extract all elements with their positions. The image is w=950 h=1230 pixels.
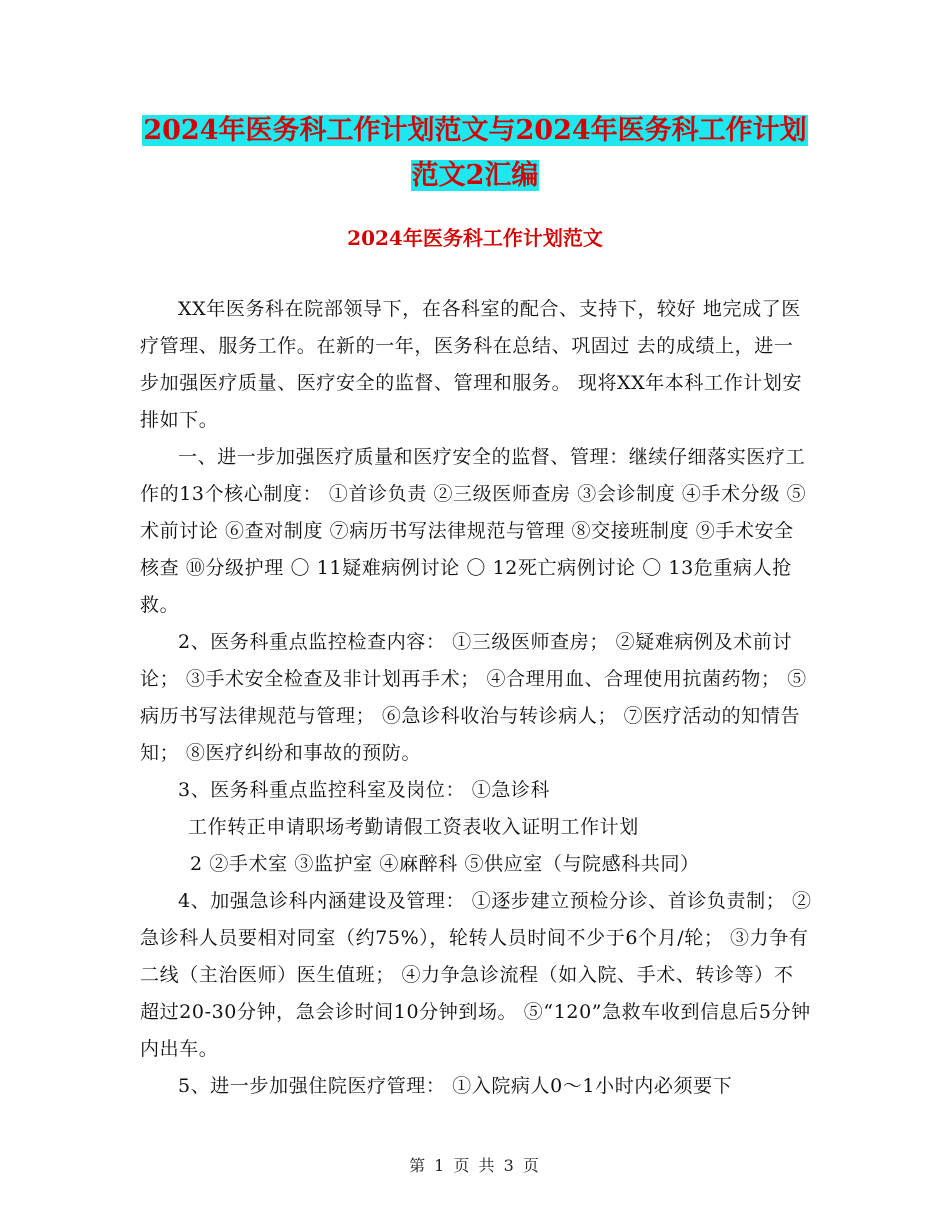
page-footer: 第 1 页 共 3 页: [409, 1156, 541, 1175]
paragraph-item-1: 一、进一步加强医疗质量和医疗安全的监督、管理：继续仔细落实医疗工作的13个核心制度： ①首诊负责 ②三级医师查房 ③会诊制度 ④手术分级 ⑤术前讨论 ⑥查对制度 ⑦病历书写法律规范与管理 ⑧交接班制度 ⑨手术安全核查 ⑩分级护理 〇 11疑难病例讨论 〇 12死亡病例讨论 〇 13危重病人抢救。: [140, 446, 807, 616]
paragraph-item-3: 3、医务科重点监控科室及岗位： ①急诊科: [178, 779, 551, 801]
paragraph-item-3-continued: 2 ②手术室 ③监护室 ④麻醉科 ⑤供应室（与院感科共同）: [190, 853, 700, 875]
inserted-text-line: 工作转正申请职场考勤请假工资表收入证明工作计划: [188, 816, 639, 838]
paragraph-item-5: 5、进一步加强住院医疗管理： ①入院病人0～1小时内必须要下: [178, 1075, 733, 1097]
paragraph-item-2: 2、医务科重点监控检查内容： ①三级医师查房； ②疑难病例及术前讨论； ③手术安全检查及非计划再手术； ④合理用血、合理使用抗菌药物； ⑤病历书写法律规范与管理； ⑥急诊科收治与转诊病人； ⑦医疗活动的知情告知； ⑧医疗纠纷和事故的预防。: [140, 631, 807, 764]
document-body: [140, 291, 812, 1105]
paragraph-intro: XX年医务科在院部领导下，在各科室的配合、支持下，较好 地完成了医疗管理、服务工作。在新的一年，医务科在总结、巩固过 去的成绩上，进一步加强医疗质量、医疗安全的监督、管理和服务。 现将XX年本科工作计划安排如下。: [140, 298, 803, 431]
section-title: 2024年医务科工作计划范文: [347, 226, 603, 250]
document-title-line-2: 范文2汇编: [411, 160, 539, 191]
paragraph-item-4: 4、加强急诊科内涵建设及管理： ①逐步建立预检分诊、首诊负责制； ②急诊科人员要相对同室（约75%），轮转人员时间不少于6个月/轮； ③力争有二线（主治医师）医生值班； ④力争急诊流程（如入院、手术、转诊等）不超过20-30分钟，急会诊时间10分钟到场。 ⑤“120”急救车收到信息后5分钟内出车。: [140, 890, 812, 1060]
document-title-line-1: 2024年医务科工作计划范文与2024年医务科工作计划: [143, 115, 807, 146]
